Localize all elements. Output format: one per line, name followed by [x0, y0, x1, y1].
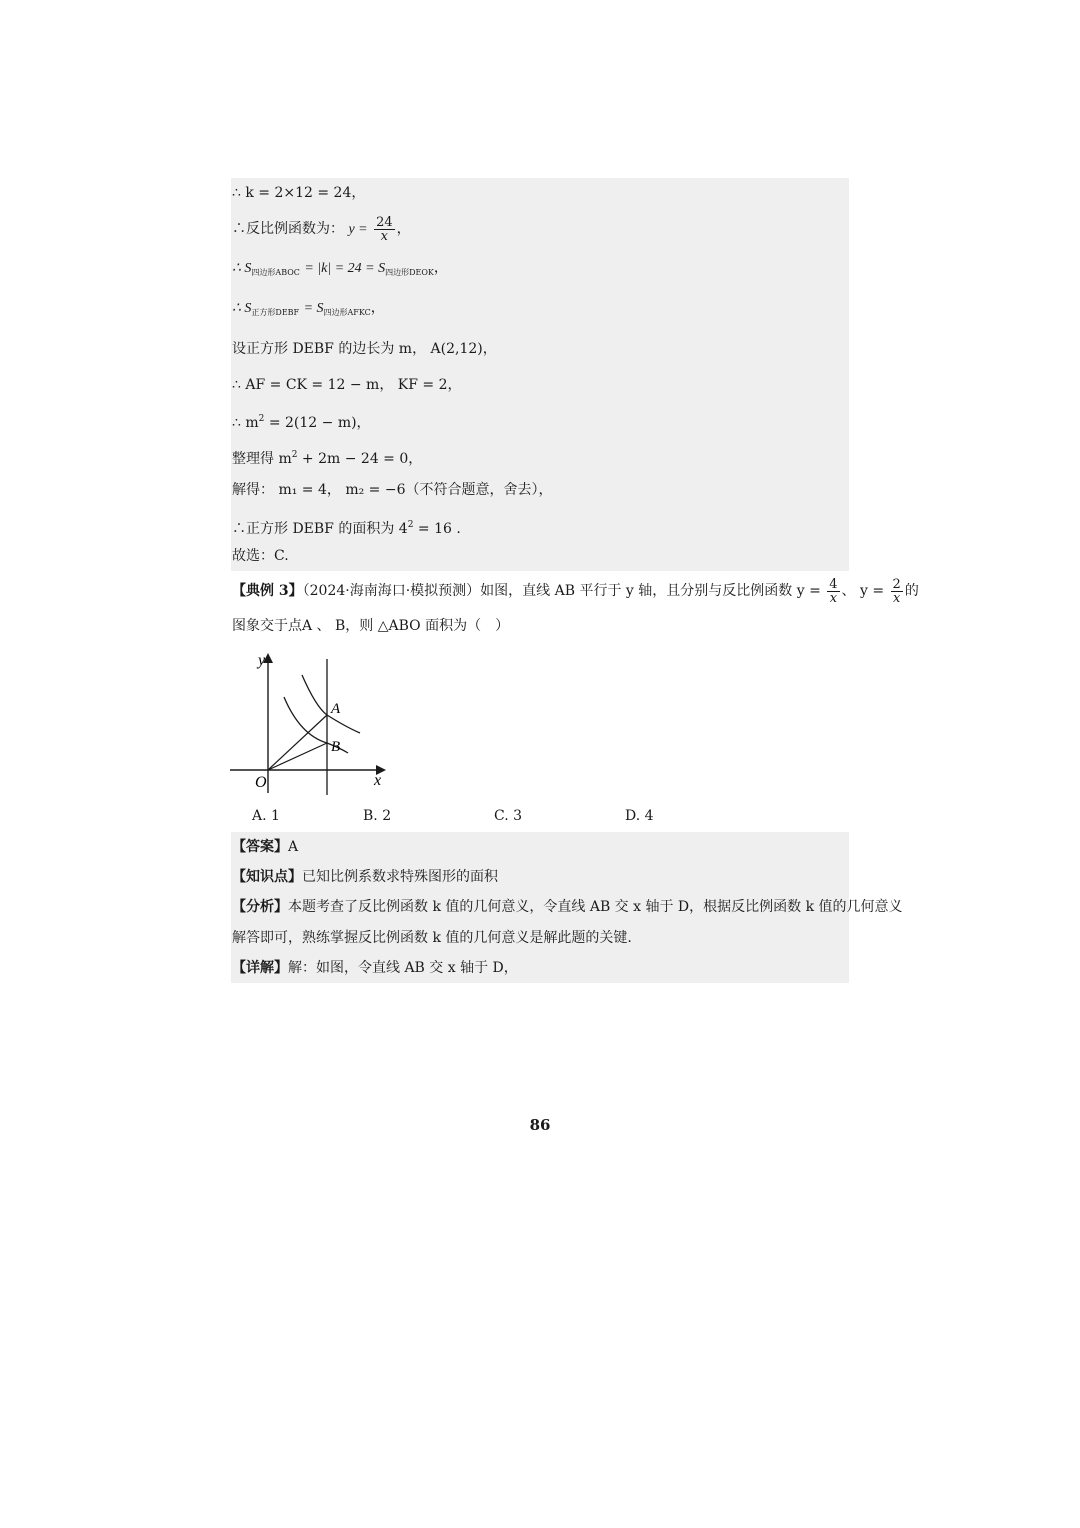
- hyperbola-figure: [228, 645, 393, 795]
- fraction-24-over-x: $\frac{24}{x}$: [376, 214, 393, 244]
- analysis-line-1: 【分析】本题考查了反比例函数 k 值的几何意义，令直线 AB 交 x 轴于 D，根据反比例函数 k 值的几何意义: [232, 899, 903, 915]
- choice-a: A. 1: [252, 808, 280, 824]
- segment-ob: [268, 743, 327, 770]
- choice-d: D. 4: [625, 808, 654, 824]
- fraction-2-over-x: $\frac{2}{x}$: [892, 576, 901, 606]
- label-o: O: [255, 774, 267, 791]
- segment-oa: [268, 715, 327, 770]
- choice-c: C. 3: [494, 808, 523, 824]
- problem-line-2: 图象交于点A 、 B，则 △ABO 面积为（ ）: [232, 618, 510, 634]
- choice-b: B. 2: [363, 808, 392, 824]
- fraction-4-over-x: $\frac{4}{x}$: [829, 576, 838, 606]
- solution-line-9: 解得： m₁ = 4， m₂ = −6（不符合题意，舍去），: [232, 482, 553, 498]
- solution-line-3: ∴ $S_{四边形ABOC} = |k| = 24 = S_{四边形DEOK}$，: [232, 260, 448, 277]
- solution-line-5: 设正方形 DEBF 的边长为 m， A(2,12)，: [232, 341, 497, 357]
- knowledge-point-line: 【知识点】已知比例系数求特殊图形的面积: [232, 869, 498, 885]
- label-x: x: [374, 772, 382, 789]
- label-y: y: [258, 652, 266, 669]
- answer-line: 【答案】A: [232, 839, 299, 855]
- solution-line-7: ∴ $m^2 = 2(12 - m)$，: [232, 414, 371, 431]
- solution-line-2: ∴反比例函数为： y = $\frac{24}{x}$ ，: [232, 214, 411, 244]
- problem-line-1: 【典例 3】（2024·海南海口·模拟预测）如图，直线 AB 平行于 y 轴，且分别与反比例函数 y = $\frac{4}{x}$ 、 y = $\frac{2}{x}$ 的: [232, 576, 919, 606]
- analysis-line-2: 解答即可，熟练掌握反比例函数 k 值的几何意义是解此题的关键.: [232, 930, 632, 946]
- detail-line: 【详解】解：如图，令直线 AB 交 x 轴于 D，: [232, 960, 518, 976]
- solution-line-8: 整理得 $m^2 + 2m - 24 = 0$，: [232, 450, 423, 467]
- solution-line-6: ∴ AF = CK = 12 − m， KF = 2，: [232, 377, 462, 393]
- solution-line-10: ∴正方形 DEBF 的面积为 $4^2 = 16$ .: [232, 520, 461, 537]
- label-b: B: [331, 739, 341, 755]
- label-a: A: [331, 701, 341, 717]
- solution-line-4: ∴ $S_{正方形DEBF} = S_{四边形AFKC}$，: [232, 300, 385, 317]
- page-number: 86: [529, 1116, 551, 1134]
- solution-line-1: ∴ k = 2×12 = 24，: [232, 185, 366, 201]
- solution-line-11: 故选：C.: [232, 548, 289, 564]
